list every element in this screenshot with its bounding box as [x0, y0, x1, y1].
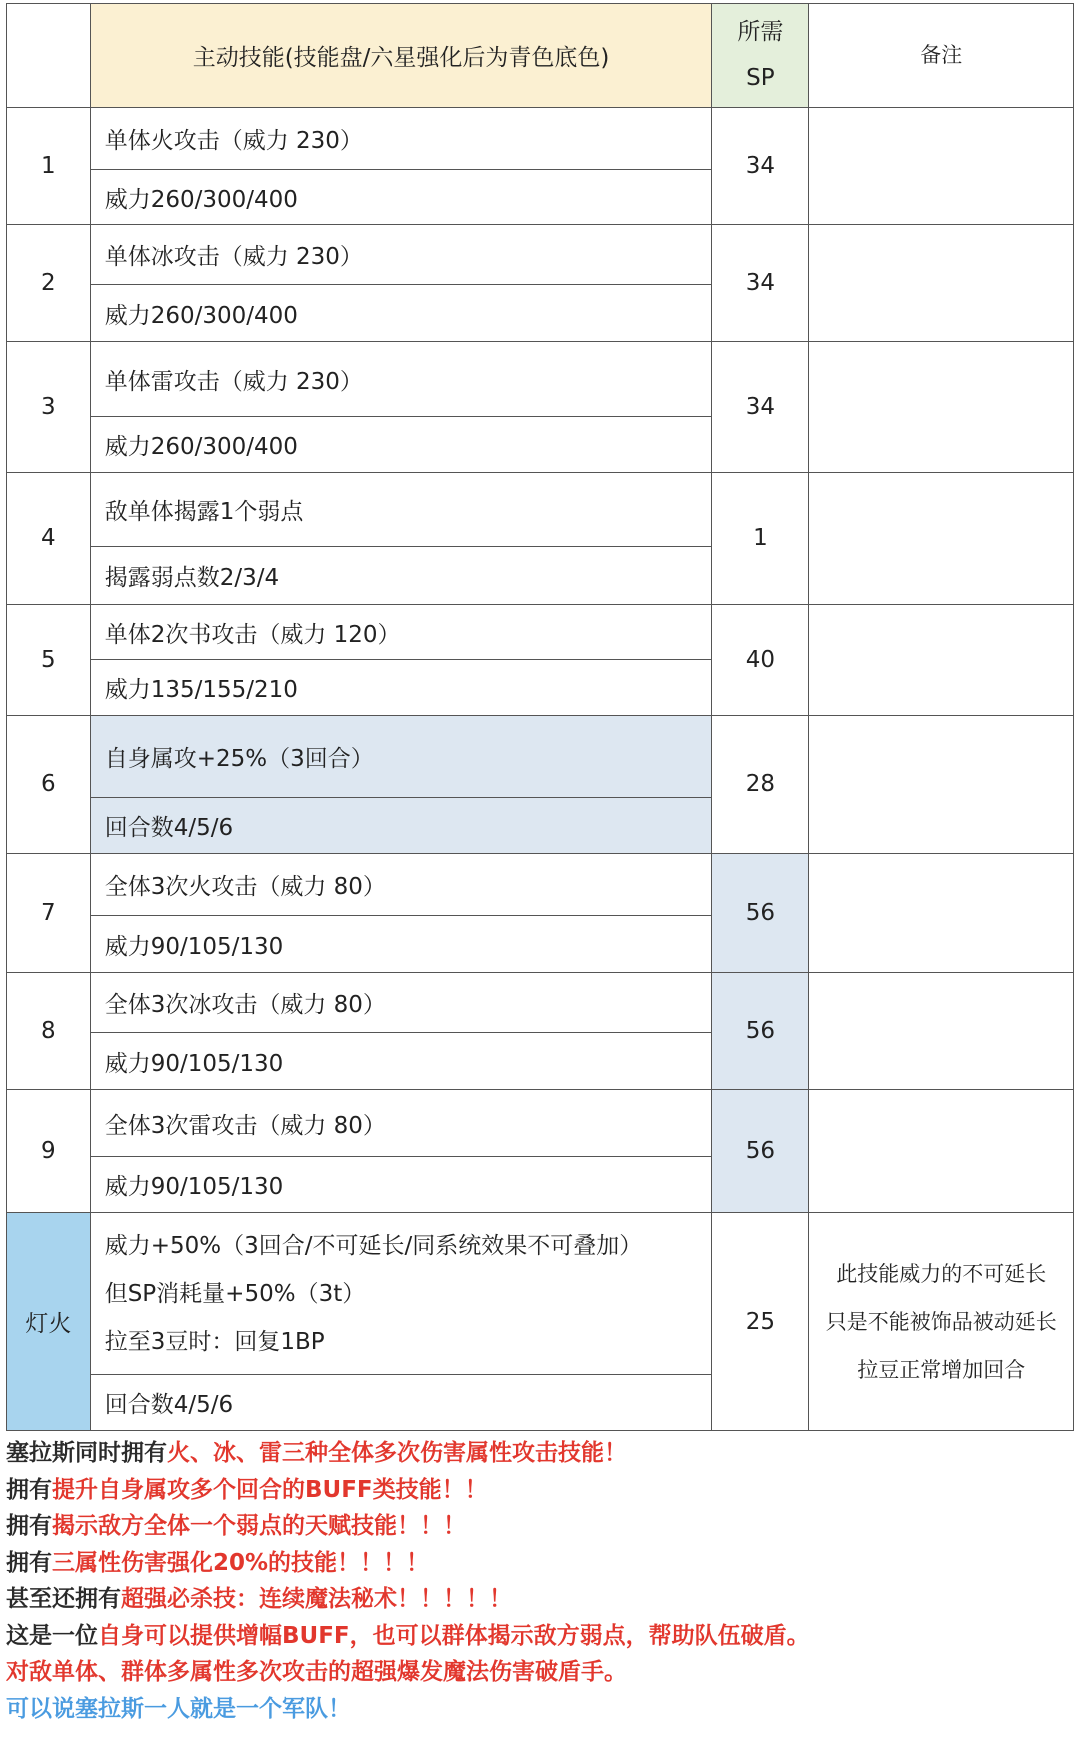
skill-row — [7, 225, 1074, 285]
sp-cost: 1 — [712, 472, 809, 604]
skill-upgrade: 揭露弱点数2/3/4 — [90, 546, 712, 604]
final-skill-line: 但SP消耗量+50%（3t） — [104, 1280, 366, 1307]
sp-cost: 40 — [712, 604, 809, 716]
skill-upgrade: 威力260/300/400 — [90, 170, 712, 225]
sp-cost: 56 — [712, 853, 809, 972]
final-note-line: 拉豆正常增加回合 — [857, 1357, 1026, 1382]
summary-text: 拥有 — [6, 1513, 52, 1539]
summary-text: 拥有 — [6, 1549, 52, 1576]
header-sp — [712, 4, 809, 108]
skill-upgrade: 威力260/300/400 — [90, 417, 712, 473]
final-row-label: 灯火 — [7, 1213, 91, 1431]
skill-description: 全体3次火攻击（威力 80） — [90, 853, 712, 916]
summary-text: 超强必杀技：连续魔法秘术！！！！！ — [121, 1586, 512, 1612]
skill-row — [7, 1090, 1074, 1157]
row-number: 8 — [7, 973, 91, 1090]
summary-line — [6, 1545, 1074, 1582]
row-number: 7 — [7, 853, 91, 972]
final-skill-description — [90, 1213, 712, 1375]
final-skill-upgrade: 回合数4/5/6 — [90, 1375, 712, 1431]
summary-line — [6, 1691, 1074, 1728]
final-sp-cost: 25 — [712, 1213, 809, 1431]
skill-note — [809, 1090, 1074, 1213]
summary-text: 这是一位 — [6, 1622, 98, 1649]
skill-note — [809, 716, 1074, 853]
skill-table-body — [7, 4, 1074, 1431]
row-number: 4 — [7, 472, 91, 604]
skill-description: 单体雷攻击（威力 230） — [90, 342, 712, 417]
summary-notes — [6, 1435, 1074, 1727]
summary-text: 自身可以提供增幅BUFF，也可以群体揭示敌方弱点，帮助队伍破盾。 — [98, 1622, 810, 1649]
skill-description: 单体冰攻击（威力 230） — [90, 225, 712, 285]
skill-note — [809, 472, 1074, 604]
summary-text: 拥有 — [6, 1476, 52, 1503]
skill-note — [809, 225, 1074, 342]
skill-description: 单体火攻击（威力 230） — [90, 107, 712, 170]
header-sp-line1: 所需 — [737, 19, 784, 46]
header-sp-line2: SP — [746, 65, 775, 92]
row-number: 5 — [7, 604, 91, 716]
summary-text: 提升自身属攻多个回合的BUFF类技能！！ — [52, 1476, 488, 1503]
final-skill-line: 威力+50%（3回合/不可延长/同系统效果不可叠加） — [104, 1232, 643, 1259]
final-skill-note — [809, 1213, 1074, 1431]
summary-text: 可以说塞拉斯一人就是一个军队！ — [6, 1695, 351, 1722]
summary-line — [6, 1508, 1074, 1545]
row-number: 3 — [7, 342, 91, 473]
sp-cost: 28 — [712, 716, 809, 853]
summary-line — [6, 1654, 1074, 1691]
header-num — [7, 4, 91, 108]
skill-row — [7, 472, 1074, 546]
summary-line — [6, 1435, 1074, 1472]
skill-note — [809, 107, 1074, 224]
skill-note — [809, 973, 1074, 1090]
row-number: 9 — [7, 1090, 91, 1213]
summary-text: 对敌单体、群体多属性多次攻击的超强爆发魔法伤害破盾手。 — [6, 1659, 627, 1685]
row-number: 2 — [7, 225, 91, 342]
summary-text: 三属性伤害强化20%的技能！！！！ — [52, 1549, 430, 1576]
skill-upgrade: 回合数4/5/6 — [90, 797, 712, 853]
skill-row — [7, 107, 1074, 170]
skill-upgrade: 威力90/105/130 — [90, 1157, 712, 1213]
summary-text: 火、冰、雷三种全体多次伤害属性攻击技能！ — [167, 1440, 627, 1466]
header-skill: 主动技能(技能盘/六星强化后为青色底色) — [90, 4, 712, 108]
skill-table — [6, 3, 1074, 1431]
sp-cost: 34 — [712, 342, 809, 473]
summary-line — [6, 1472, 1074, 1509]
skill-upgrade: 威力90/105/130 — [90, 1033, 712, 1090]
summary-text: 塞拉斯同时拥有 — [6, 1440, 167, 1466]
final-note-line: 只是不能被饰品被动延长 — [825, 1309, 1057, 1334]
skill-upgrade: 威力135/155/210 — [90, 660, 712, 716]
summary-text: 甚至还拥有 — [6, 1586, 121, 1612]
skill-description: 单体2次书攻击（威力 120） — [90, 604, 712, 660]
skill-description: 全体3次雷攻击（威力 80） — [90, 1090, 712, 1157]
final-skill-row — [7, 1213, 1074, 1375]
skill-row — [7, 853, 1074, 916]
skill-upgrade: 威力90/105/130 — [90, 916, 712, 973]
skill-note — [809, 853, 1074, 972]
sp-cost: 34 — [712, 107, 809, 224]
skill-description: 自身属攻+25%（3回合） — [90, 716, 712, 798]
header-note: 备注 — [809, 4, 1074, 108]
row-number: 6 — [7, 716, 91, 853]
skill-upgrade: 威力260/300/400 — [90, 285, 712, 342]
skill-row — [7, 716, 1074, 798]
skill-row — [7, 604, 1074, 660]
sp-cost: 34 — [712, 225, 809, 342]
sp-cost: 56 — [712, 1090, 809, 1213]
skill-row — [7, 973, 1074, 1033]
skill-description: 敌单体揭露1个弱点 — [90, 472, 712, 546]
skill-row — [7, 342, 1074, 417]
summary-line — [6, 1581, 1074, 1618]
summary-text: 揭示敌方全体一个弱点的天赋技能！！！ — [52, 1513, 466, 1539]
final-note-line: 此技能威力的不可延长 — [836, 1261, 1047, 1286]
skill-note — [809, 342, 1074, 473]
skill-note — [809, 604, 1074, 716]
header-row — [7, 4, 1074, 108]
row-number: 1 — [7, 107, 91, 224]
skill-description: 全体3次冰攻击（威力 80） — [90, 973, 712, 1033]
summary-line — [6, 1618, 1074, 1655]
final-skill-line: 拉至3豆时：回复1BP — [104, 1328, 325, 1355]
sp-cost: 56 — [712, 973, 809, 1090]
